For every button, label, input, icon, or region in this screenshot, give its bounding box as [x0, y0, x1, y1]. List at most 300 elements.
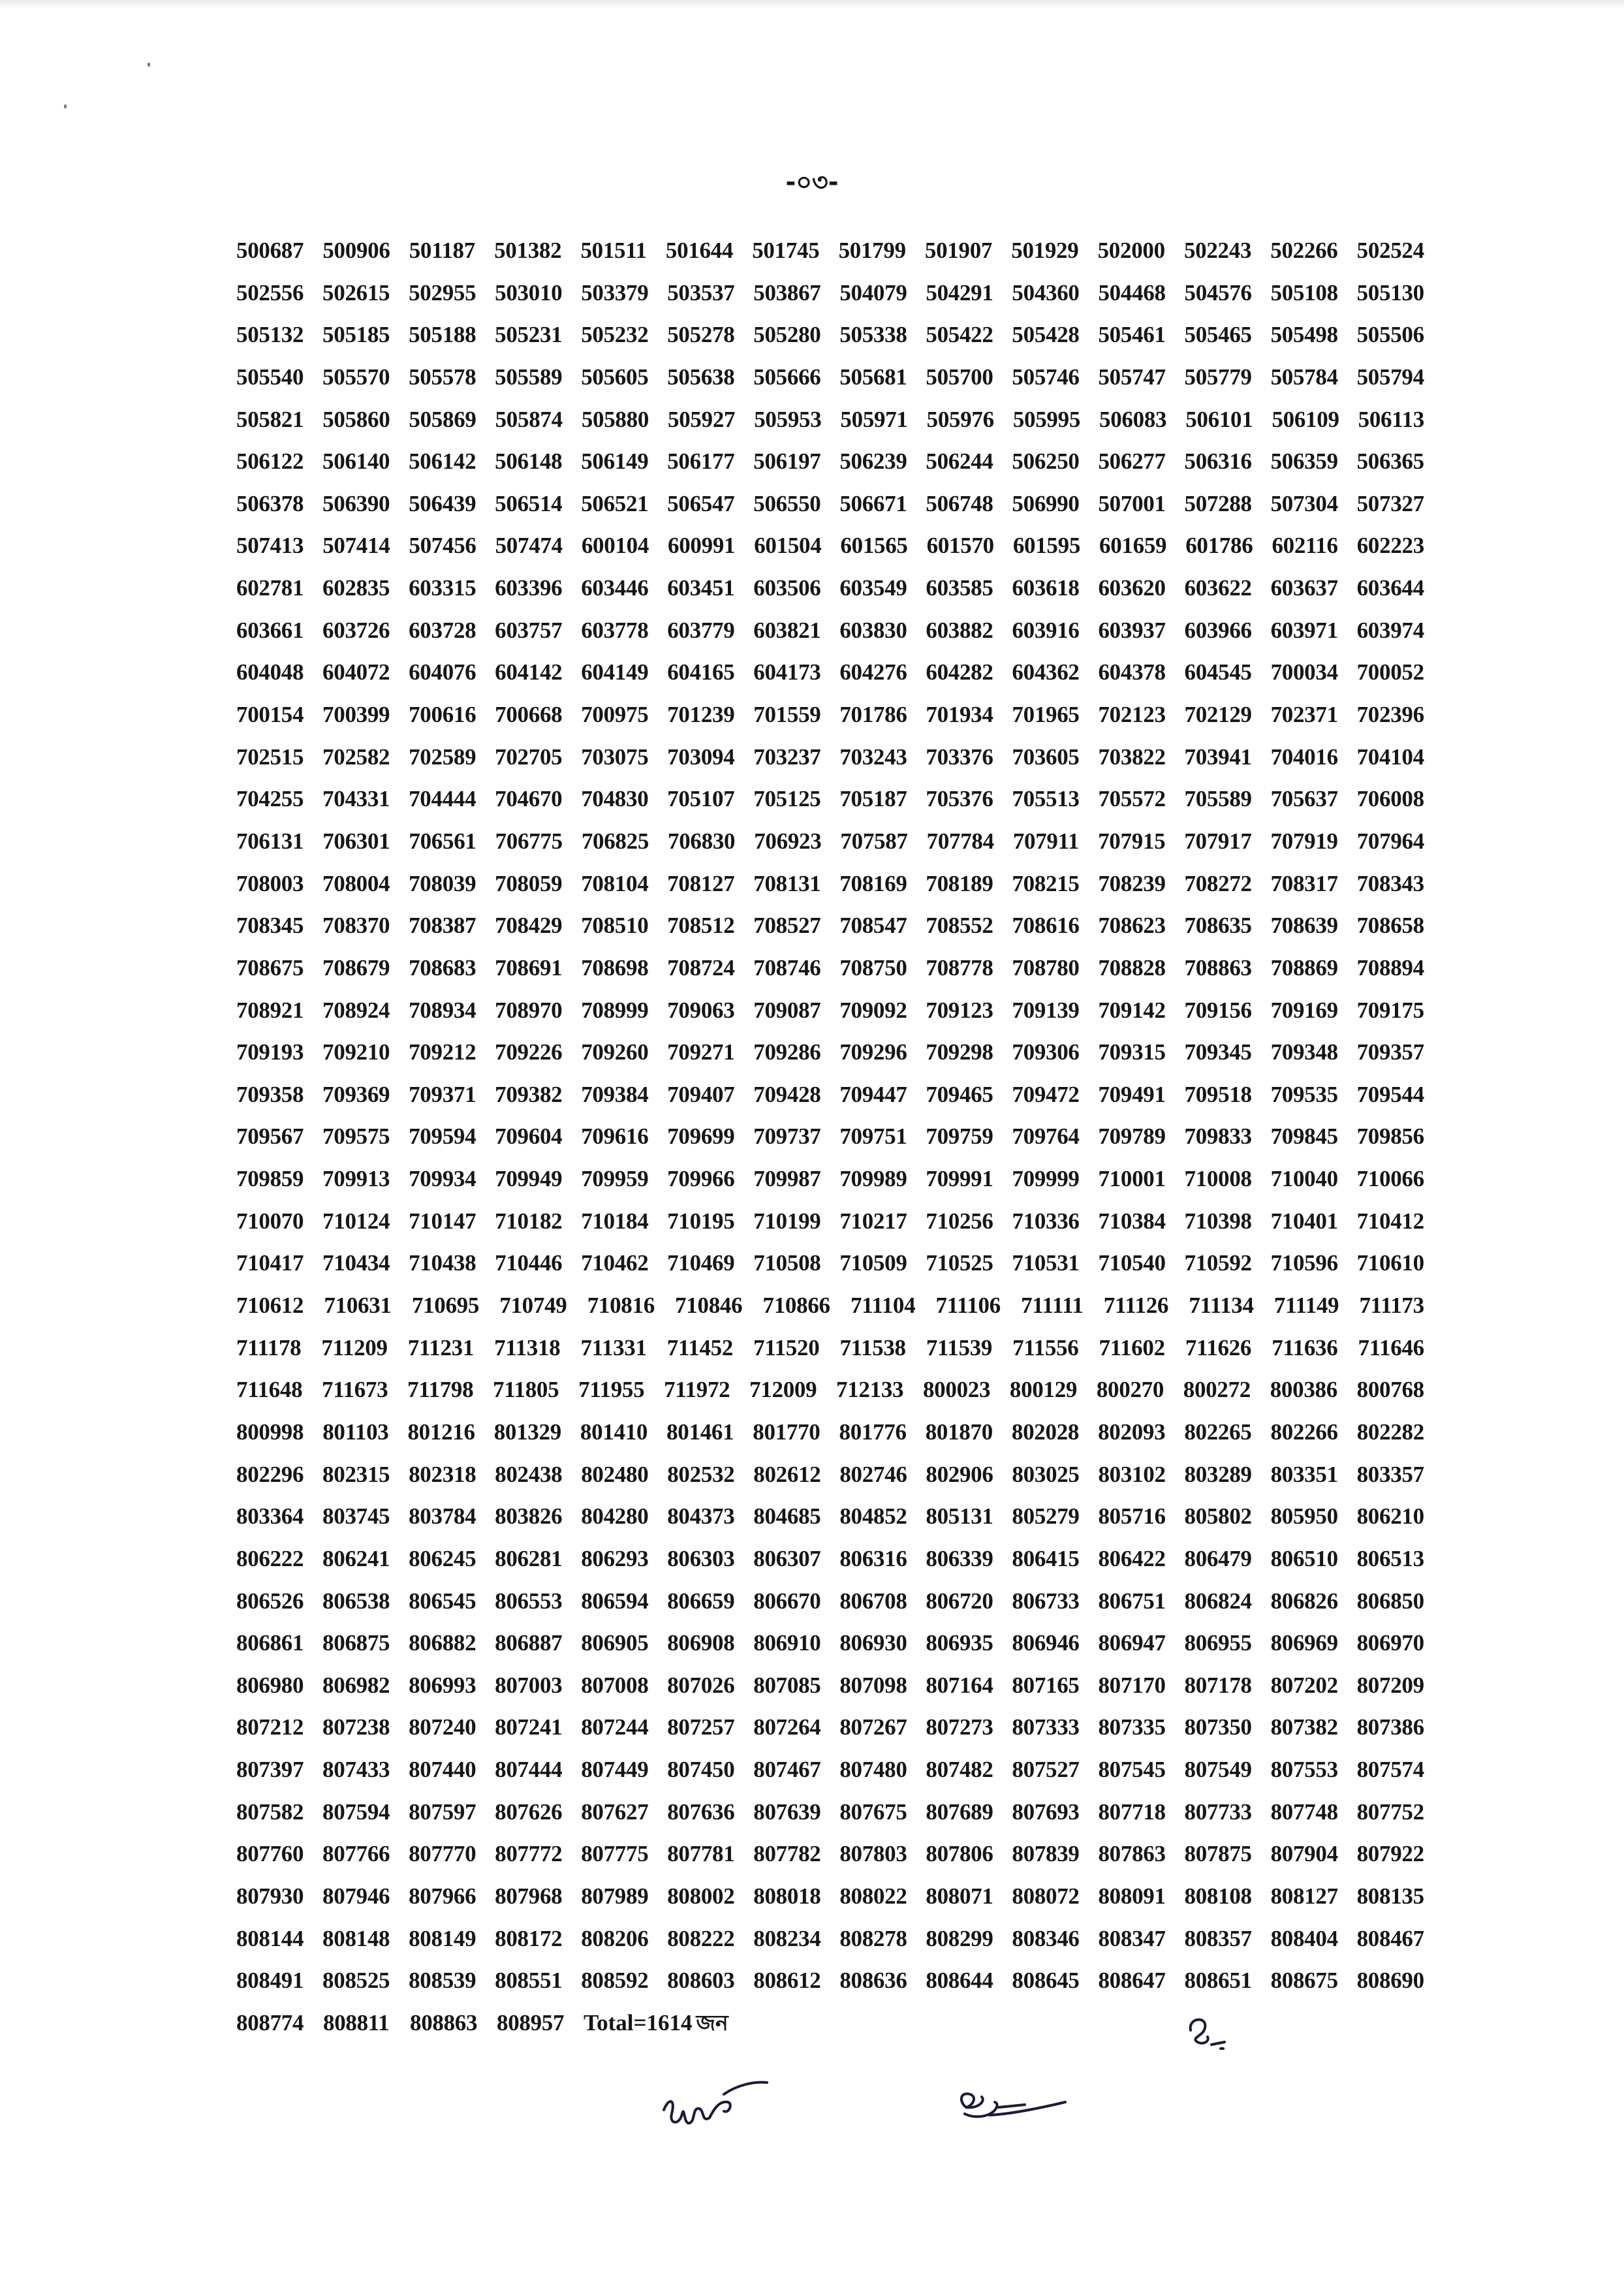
roll-number: 707915	[1098, 828, 1166, 854]
roll-number: 801216	[407, 1419, 475, 1445]
roll-number: 807752	[1356, 1799, 1424, 1825]
roll-number: 603779	[667, 617, 735, 643]
roll-number: 604545	[1184, 659, 1252, 685]
roll-row	[236, 828, 1424, 871]
roll-number: 709737	[753, 1124, 821, 1150]
roll-number: 806670	[753, 1588, 821, 1614]
roll-number: 807803	[839, 1841, 907, 1867]
roll-number: 808222	[667, 1925, 735, 1951]
roll-number: 708691	[495, 954, 563, 981]
roll-number: 710384	[1098, 1208, 1166, 1234]
roll-number: 505578	[409, 364, 476, 390]
roll-number: 806510	[1270, 1545, 1338, 1571]
roll-number: 708778	[926, 954, 993, 981]
roll-number: 801776	[839, 1419, 907, 1445]
roll-number: 807008	[581, 1672, 649, 1698]
roll-number: 505570	[322, 364, 390, 390]
roll-number: 705572	[1098, 786, 1166, 812]
roll-number: 806241	[322, 1545, 390, 1571]
roll-number: 602781	[236, 575, 304, 601]
roll-number: 808603	[667, 1968, 735, 1994]
roll-number: 710446	[495, 1250, 563, 1276]
roll-number: 709156	[1184, 997, 1252, 1023]
roll-number: 808636	[839, 1968, 907, 1994]
roll-number: 807904	[1270, 1841, 1338, 1867]
roll-number: 806861	[236, 1630, 304, 1656]
roll-number: 711209	[321, 1334, 388, 1360]
roll-number: 709913	[322, 1166, 390, 1192]
roll-number: 602835	[322, 575, 390, 601]
roll-number: 500687	[236, 238, 304, 263]
roll-number: 802296	[236, 1461, 304, 1487]
roll-number: 808278	[839, 1925, 907, 1951]
roll-number: 603637	[1270, 575, 1338, 601]
roll-number: 806930	[839, 1630, 907, 1656]
roll-number: 802093	[1098, 1419, 1166, 1445]
roll-number: 505869	[409, 406, 476, 432]
roll-number: 601595	[1012, 533, 1081, 559]
roll-number: 505784	[1270, 364, 1338, 390]
roll-number: 501929	[1011, 238, 1079, 263]
roll-number: 506277	[1098, 448, 1166, 475]
roll-number: 709447	[839, 1081, 907, 1107]
roll-number: 710147	[409, 1208, 476, 1234]
roll-number: 705376	[926, 786, 993, 812]
roll-number: 701239	[667, 702, 735, 728]
roll-number: 806422	[1098, 1545, 1166, 1571]
roll-number: 703243	[839, 744, 907, 770]
roll-number: 709087	[753, 997, 821, 1023]
roll-number: 507304	[1270, 490, 1338, 516]
roll-number: 709567	[236, 1124, 304, 1150]
roll-number: 807639	[753, 1799, 821, 1825]
roll-number: 711539	[926, 1334, 993, 1360]
roll-number: 700154	[236, 702, 304, 728]
roll-number: 803357	[1356, 1461, 1424, 1487]
roll-number: 708999	[581, 997, 649, 1023]
total-text: Total=1614	[584, 2009, 693, 2035]
roll-number: 711602	[1099, 1334, 1165, 1360]
roll-number: 807549	[1184, 1757, 1252, 1783]
roll-number: 604048	[236, 659, 304, 685]
roll-number: 708780	[1012, 954, 1080, 981]
roll-number: 603585	[926, 575, 993, 601]
roll-number: 710401	[1270, 1208, 1338, 1234]
page-number: -০৩-	[785, 168, 839, 196]
roll-row	[236, 364, 1424, 407]
roll-number: 802480	[581, 1461, 649, 1487]
roll-number: 804280	[581, 1503, 649, 1530]
roll-number: 806955	[1184, 1630, 1252, 1656]
roll-number: 807003	[495, 1672, 563, 1698]
roll-number: 807863	[1098, 1841, 1166, 1867]
handwritten-initial-mark	[1181, 2011, 1240, 2063]
roll-number: 802438	[495, 1461, 563, 1487]
roll-number: 709382	[495, 1081, 563, 1107]
roll-number: 703075	[581, 744, 649, 770]
roll-number: 708317	[1270, 870, 1338, 896]
roll-number: 807922	[1356, 1841, 1424, 1867]
roll-number: 807164	[926, 1672, 993, 1698]
roll-number: 800129	[1009, 1377, 1078, 1403]
roll-number: 706830	[668, 828, 736, 854]
roll-number: 505130	[1356, 279, 1424, 306]
roll-number: 505638	[667, 364, 735, 390]
roll-number: 807875	[1184, 1841, 1252, 1867]
roll-number: 805131	[926, 1503, 993, 1530]
roll-number: 711318	[494, 1334, 561, 1360]
roll-number: 709987	[753, 1166, 821, 1192]
roll-number: 708039	[409, 870, 476, 896]
roll-number: 807553	[1270, 1757, 1338, 1783]
roll-number: 708639	[1270, 913, 1338, 939]
roll-number: 807597	[409, 1799, 476, 1825]
roll-number: 711452	[666, 1334, 734, 1360]
roll-number: 502524	[1356, 238, 1424, 263]
roll-number: 806281	[495, 1545, 563, 1571]
roll-number: 808299	[926, 1925, 993, 1951]
roll-number: 808127	[1270, 1883, 1338, 1909]
roll-number: 710417	[236, 1250, 304, 1276]
roll-number: 709616	[581, 1124, 649, 1150]
roll-number: 709212	[409, 1039, 476, 1065]
roll-number: 502955	[409, 279, 476, 306]
roll-number: 709991	[926, 1166, 993, 1192]
roll-number: 703822	[1098, 744, 1166, 770]
roll-number: 807209	[1356, 1672, 1424, 1698]
roll-row	[236, 1968, 1424, 2010]
roll-number: 506359	[1270, 448, 1338, 475]
roll-number: 808539	[409, 1968, 476, 1994]
roll-number: 807775	[581, 1841, 649, 1867]
roll-number: 602116	[1272, 533, 1338, 559]
roll-number: 708869	[1270, 954, 1338, 981]
roll-number: 807449	[581, 1757, 649, 1783]
roll-number: 710066	[1356, 1166, 1424, 1192]
roll-number: 707964	[1356, 828, 1424, 854]
roll-number: 711331	[580, 1334, 647, 1360]
roll-number: 710336	[1012, 1208, 1080, 1234]
roll-number: 505995	[1012, 406, 1081, 432]
roll-number: 506439	[409, 490, 476, 516]
roll-number: 709604	[495, 1124, 563, 1150]
roll-number: 604072	[322, 659, 390, 685]
roll-number: 704331	[322, 786, 390, 812]
roll-number: 806415	[1012, 1545, 1080, 1571]
roll-row	[236, 786, 1424, 828]
roll-number: 804373	[667, 1503, 735, 1530]
roll-number: 807772	[495, 1841, 563, 1867]
roll-number: 710531	[1012, 1250, 1080, 1276]
roll-number: 808491	[236, 1968, 304, 1994]
total-unit: জন	[696, 2009, 728, 2035]
roll-number: 807212	[236, 1714, 304, 1740]
roll-number: 505746	[1012, 364, 1080, 390]
roll-number: 808645	[1012, 1968, 1080, 1994]
roll-number: 603916	[1012, 617, 1080, 643]
roll-number: 710509	[839, 1250, 907, 1276]
roll-number: 708683	[409, 954, 476, 981]
roll-number: 504468	[1098, 279, 1166, 306]
roll-number: 506197	[753, 448, 821, 475]
roll-number: 704830	[581, 786, 649, 812]
roll-number: 807718	[1098, 1799, 1166, 1825]
roll-number: 807240	[409, 1714, 476, 1740]
roll-number: 601659	[1099, 533, 1167, 559]
roll-number: 708746	[753, 954, 821, 981]
roll-number: 800023	[922, 1377, 991, 1403]
roll-number: 600104	[581, 533, 649, 559]
roll-number: 603549	[839, 575, 907, 601]
roll-number: 505506	[1356, 322, 1424, 348]
roll-number: 806538	[322, 1588, 390, 1614]
roll-number: 702123	[1098, 702, 1166, 728]
roll-number: 506547	[667, 490, 735, 516]
roll-number: 807594	[322, 1799, 390, 1825]
roll-number: 506113	[1358, 406, 1424, 432]
roll-number: 709175	[1356, 997, 1424, 1023]
roll-row	[236, 1546, 1424, 1588]
roll-row	[236, 1462, 1424, 1504]
roll-number: 807946	[322, 1883, 390, 1909]
roll-number: 808149	[409, 1925, 476, 1951]
roll-number: 505422	[926, 322, 993, 348]
roll-number: 700616	[409, 702, 476, 728]
roll-number: 803351	[1270, 1461, 1338, 1487]
roll-number: 709306	[1012, 1039, 1080, 1065]
roll-row	[236, 1926, 1424, 1968]
roll-number: 806303	[667, 1545, 735, 1571]
roll-number: 700052	[1356, 659, 1424, 685]
roll-number: 604378	[1098, 659, 1166, 685]
roll-number: 705589	[1184, 786, 1252, 812]
roll-row	[236, 1250, 1424, 1293]
roll-row	[236, 238, 1424, 280]
roll-number: 604165	[667, 659, 735, 685]
roll-number: 807440	[409, 1757, 476, 1783]
roll-number: 710434	[322, 1250, 390, 1276]
roll-number: 805716	[1098, 1503, 1166, 1530]
roll-number: 712133	[836, 1377, 904, 1403]
roll-number: 504291	[926, 279, 993, 306]
roll-number: 709286	[753, 1039, 821, 1065]
roll-number: 710462	[581, 1250, 649, 1276]
roll-number: 708003	[236, 870, 304, 896]
roll-number: 505280	[753, 322, 821, 348]
roll-number: 709856	[1356, 1124, 1424, 1150]
roll-number: 806905	[581, 1630, 649, 1656]
roll-number: 507327	[1356, 490, 1424, 516]
roll-number: 808346	[1012, 1925, 1080, 1951]
roll-number: 710184	[581, 1208, 649, 1234]
roll-row	[236, 1208, 1424, 1251]
roll-number-list	[236, 238, 1424, 2052]
roll-number: 806982	[322, 1672, 390, 1698]
roll-number: 807760	[236, 1841, 304, 1867]
roll-number: 505860	[322, 406, 390, 432]
roll-row	[236, 407, 1424, 449]
roll-number: 800272	[1183, 1377, 1251, 1403]
roll-number: 702705	[495, 744, 563, 770]
roll-number: 708512	[667, 913, 735, 939]
roll-number: 709934	[409, 1166, 476, 1192]
roll-number: 709315	[1098, 1039, 1166, 1065]
roll-number: 505700	[926, 364, 993, 390]
roll-number: 806826	[1270, 1588, 1338, 1614]
roll-number: 705107	[667, 786, 735, 812]
roll-number: 807968	[495, 1883, 563, 1909]
roll-number: 710469	[667, 1250, 735, 1276]
roll-number: 703941	[1184, 744, 1252, 770]
roll-row	[236, 1883, 1424, 1926]
roll-number: 709594	[409, 1124, 476, 1150]
roll-number: 807482	[926, 1757, 993, 1783]
roll-number: 806875	[322, 1630, 390, 1656]
roll-number: 808072	[1012, 1883, 1080, 1909]
roll-number: 711673	[322, 1377, 388, 1403]
roll-number: 806659	[667, 1588, 735, 1614]
roll-number: 710438	[409, 1250, 476, 1276]
roll-number: 709345	[1184, 1039, 1252, 1065]
roll-number: 706301	[322, 828, 390, 854]
roll-number: 707587	[840, 828, 908, 854]
roll-number: 711106	[935, 1293, 1001, 1319]
roll-number: 711111	[1021, 1293, 1084, 1319]
roll-number: 506671	[839, 490, 907, 516]
roll-number: 807689	[926, 1799, 993, 1825]
roll-number: 708510	[581, 913, 649, 939]
roll-number: 808002	[667, 1883, 735, 1909]
total-count	[584, 2010, 728, 2036]
roll-number: 710508	[753, 1250, 821, 1276]
roll-number: 601786	[1185, 533, 1253, 559]
roll-number: 807467	[753, 1757, 821, 1783]
roll-number: 604276	[839, 659, 907, 685]
roll-number: 807444	[495, 1757, 563, 1783]
roll-number: 806339	[926, 1545, 993, 1571]
roll-number: 802315	[322, 1461, 390, 1487]
roll-number: 807545	[1098, 1757, 1166, 1783]
roll-number: 603937	[1098, 617, 1166, 643]
roll-number: 710195	[667, 1208, 735, 1234]
roll-number: 710610	[1356, 1250, 1424, 1276]
roll-number: 807335	[1098, 1714, 1166, 1740]
roll-number: 709260	[581, 1039, 649, 1065]
roll-number: 708215	[1012, 870, 1080, 896]
roll-number: 505132	[236, 322, 304, 348]
roll-number: 505589	[495, 364, 563, 390]
roll-number: 708635	[1184, 913, 1252, 939]
roll-number: 807026	[667, 1672, 735, 1698]
roll-number: 708169	[839, 870, 907, 896]
roll-row	[236, 1124, 1424, 1166]
roll-number: 807450	[667, 1757, 735, 1783]
roll-number: 700668	[495, 702, 563, 728]
roll-number: 807241	[495, 1714, 563, 1740]
roll-number: 805279	[1012, 1503, 1080, 1530]
roll-number: 802265	[1184, 1419, 1252, 1445]
roll-number: 808071	[926, 1883, 993, 1909]
roll-number: 806850	[1356, 1588, 1424, 1614]
roll-number: 806970	[1356, 1630, 1424, 1656]
scan-edge-shadow	[0, 0, 1624, 9]
roll-number: 709226	[495, 1039, 563, 1065]
roll-number: 803025	[1012, 1461, 1080, 1487]
roll-number: 807273	[926, 1714, 993, 1740]
roll-number: 806733	[1012, 1588, 1080, 1614]
roll-number: 709369	[322, 1081, 390, 1107]
roll-number: 708679	[322, 954, 390, 981]
roll-row	[236, 448, 1424, 491]
roll-row	[236, 1757, 1424, 1799]
roll-number: 506514	[495, 490, 563, 516]
roll-number: 710124	[322, 1208, 390, 1234]
roll-number: 701786	[839, 702, 907, 728]
roll-number: 807733	[1184, 1799, 1252, 1825]
roll-number: 603882	[926, 617, 993, 643]
roll-number: 702371	[1270, 702, 1338, 728]
roll-number: 709210	[322, 1039, 390, 1065]
roll-number: 806307	[753, 1545, 821, 1571]
roll-number: 807748	[1270, 1799, 1338, 1825]
roll-number: 603726	[322, 617, 390, 643]
roll-number: 710040	[1270, 1166, 1338, 1192]
roll-number: 702396	[1356, 702, 1424, 728]
roll-number: 710612	[236, 1293, 304, 1319]
roll-number: 603778	[581, 617, 649, 643]
roll-number: 506378	[236, 490, 304, 516]
signature-left	[656, 2068, 773, 2140]
roll-number: 807693	[1012, 1799, 1080, 1825]
roll-number: 710846	[675, 1293, 743, 1319]
roll-number: 506122	[236, 448, 304, 475]
roll-number: 505874	[495, 406, 563, 432]
roll-number: 709764	[1012, 1124, 1080, 1150]
roll-number: 806947	[1098, 1630, 1166, 1656]
roll-row	[236, 1082, 1424, 1124]
roll-number: 709092	[839, 997, 907, 1023]
roll-number: 711556	[1012, 1334, 1079, 1360]
roll-number: 603974	[1356, 617, 1424, 643]
roll-number: 604142	[495, 659, 563, 685]
roll-number: 708345	[236, 913, 304, 939]
signature-right	[946, 2075, 1077, 2133]
roll-number: 505461	[1098, 322, 1166, 348]
roll-number: 806887	[495, 1630, 563, 1656]
roll-number: 710540	[1098, 1250, 1166, 1276]
roll-number: 802318	[409, 1461, 476, 1487]
roll-number: 807527	[1012, 1757, 1080, 1783]
roll-number: 505605	[581, 364, 649, 390]
roll-number: 603618	[1012, 575, 1080, 601]
roll-row	[236, 1377, 1424, 1419]
roll-number: 708894	[1356, 954, 1424, 981]
roll-number: 506250	[1012, 448, 1080, 475]
roll-number: 808863	[410, 2009, 478, 2035]
roll-row	[236, 491, 1424, 533]
roll-number: 806882	[409, 1630, 476, 1656]
roll-number: 807350	[1184, 1714, 1252, 1740]
roll-number: 604173	[753, 659, 821, 685]
roll-number: 707911	[1012, 828, 1080, 854]
roll-number: 709989	[839, 1166, 907, 1192]
roll-row	[236, 1039, 1424, 1082]
roll-number: 708934	[409, 997, 476, 1023]
roll-number: 501644	[665, 238, 734, 263]
roll-number: 507001	[1098, 490, 1166, 516]
roll-number: 801461	[666, 1419, 734, 1445]
roll-number: 806210	[1356, 1503, 1424, 1530]
